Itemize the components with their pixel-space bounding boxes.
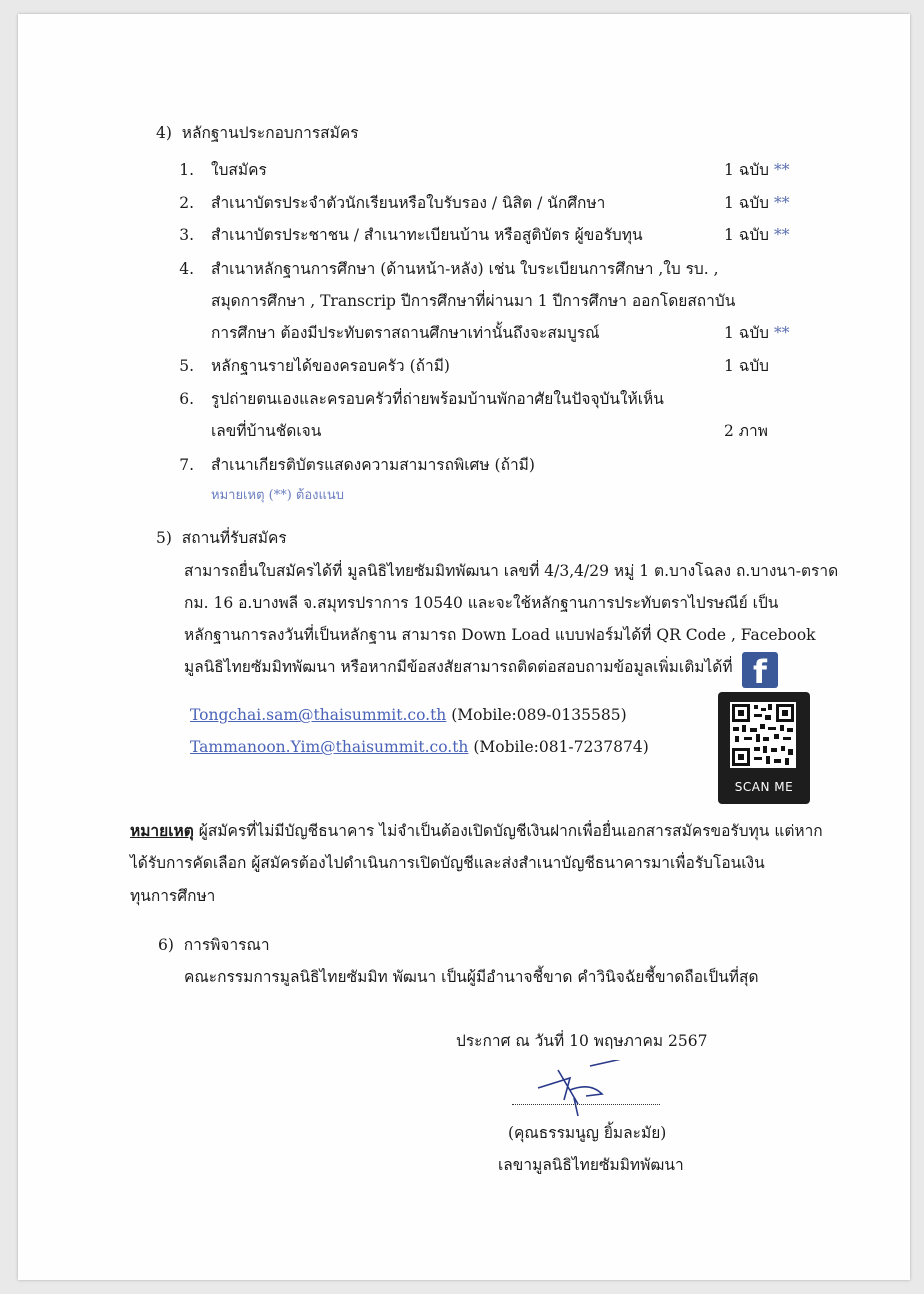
remark-line: หมายเหตุ ผู้สมัครที่ไม่มีบัญชีธนาคาร ไม่จำเป็นต้องเปิดบัญชีเงินฝากเพื่อยื่นเอกสารสมัครขอรับทุน แต่หาก [130, 821, 823, 840]
section5-line: สามารถยื่นใบสมัครได้ที่ มูลนิธิไทยซัมมิทพัฒนา เลขที่ 4/3,4/29 หมู่ 1 ต.บางโฉลง ถ.บางนา-ตราด [184, 562, 839, 580]
section5-heading: 5) สถานที่รับสมัคร [156, 529, 287, 547]
item-number: 3. [179, 226, 194, 244]
remark-label: หมายเหตุ [130, 821, 194, 840]
item-number: 2. [179, 194, 194, 212]
phone-number: (Mobile:081-7237874) [473, 738, 649, 756]
item-text: สมุดการศึกษา , Transcrip ปีการศึกษาที่ผ่านมา 1 ปีการศึกษา ออกโดยสถาบัน [211, 292, 736, 310]
contact-row [190, 736, 649, 758]
email-link[interactable]: Tammanoon.Yim@thaisummit.co.th [190, 738, 469, 756]
item-text: เลขที่บ้านชัดเจน [211, 422, 322, 440]
item-qty: 2 ภาพ [724, 422, 768, 440]
announce-date: ประกาศ ณ วันที่ 10 พฤษภาคม 2567 [456, 1032, 708, 1050]
required-mark: ** [773, 161, 790, 179]
item-qty: 1 ฉบับ ** [724, 324, 790, 342]
item-text: หลักฐานรายได้ของครอบครัว (ถ้ามี) [211, 357, 450, 375]
item-qty: 1 ฉบับ ** [724, 226, 790, 244]
facebook-icon[interactable]: f [742, 652, 778, 688]
signer-name: (คุณธรรมนูญ ยิ้มละมัย) [508, 1124, 667, 1142]
item-number: 7. [179, 456, 194, 474]
item-qty: 1 ฉบับ [724, 357, 770, 375]
required-mark: ** [773, 226, 790, 244]
item-number: 4. [179, 260, 194, 278]
signer-title: เลขามูลนิธิไทยซัมมิทพัฒนา [498, 1156, 684, 1174]
scan-me-label: SCAN ME [734, 780, 794, 794]
section6-text: คณะกรรมการมูลนิธิไทยซัมมิท พัฒนา เป็นผู้มีอำนาจชี้ขาด คำวินิจฉัยชี้ขาดถือเป็นที่สุด [184, 968, 759, 986]
item-text: รูปถ่ายตนเองและครอบครัวที่ถ่ายพร้อมบ้านพักอาศัยในปัจจุบันให้เห็น [211, 390, 664, 408]
signature-line [512, 1104, 660, 1105]
item-qty: 1 ฉบับ ** [724, 161, 790, 179]
item-text: ใบสมัคร [211, 161, 267, 179]
item-number: 1. [179, 161, 194, 179]
section5-line: มูลนิธิไทยซัมมิทพัฒนา หรือหากมีข้อสงสัยสามารถติดต่อสอบถามข้อมูลเพิ่มเติมได้ที่ [184, 658, 733, 676]
qr-code-image [730, 702, 796, 768]
item-qty: 1 ฉบับ ** [724, 194, 790, 212]
item-text: สำเนาหลักฐานการศึกษา (ด้านหน้า-หลัง) เช่น ใบระเบียนการศึกษา ,ใบ รบ. , [211, 260, 719, 278]
signature-mark [530, 1060, 640, 1120]
required-mark: ** [773, 324, 790, 342]
item-text: การศึกษา ต้องมีประทับตราสถานศึกษาเท่านั้นถึงจะสมบูรณ์ [211, 324, 600, 342]
phone-number: (Mobile:089-0135585) [451, 706, 627, 724]
item-number: 6. [179, 390, 194, 408]
item-text: สำเนาบัตรประชาชน / สำเนาทะเบียนบ้าน หรือสูติบัตร ผู้ขอรับทุน [211, 226, 643, 244]
required-note: หมายเหตุ (**) ต้องแนบ [211, 488, 345, 503]
qr-code[interactable] [718, 692, 810, 804]
document-page [18, 14, 910, 1280]
item-number: 5. [179, 357, 194, 375]
contact-row [190, 704, 627, 726]
section6-heading: 6) การพิจารณา [158, 936, 270, 954]
item-text: สำเนาเกียรติบัตรแสดงความสามารถพิเศษ (ถ้ามี) [211, 456, 535, 474]
remark-line: ได้รับการคัดเลือก ผู้สมัครต้องไปดำเนินการเปิดบัญชีและส่งสำเนาบัญชีธนาคารมาเพื่อรับโอนเงิน [130, 854, 765, 872]
remark-line: ทุนการศึกษา [130, 887, 216, 905]
email-link[interactable]: Tongchai.sam@thaisummit.co.th [190, 706, 447, 724]
section5-line: หลักฐานการลงวันที่เป็นหลักฐาน สามารถ Down Load แบบฟอร์มได้ที่ QR Code , Facebook [184, 626, 816, 644]
required-mark: ** [773, 194, 790, 212]
section4-heading: 4) หลักฐานประกอบการสมัคร [156, 124, 359, 142]
item-text: สำเนาบัตรประจำตัวนักเรียนหรือใบรับรอง / นิสิต / นักศึกษา [211, 194, 606, 212]
section5-line: กม. 16 อ.บางพลี จ.สมุทรปราการ 10540 และจะใช้หลักฐานการประทับตราไปรษณีย์ เป็น [184, 594, 779, 612]
